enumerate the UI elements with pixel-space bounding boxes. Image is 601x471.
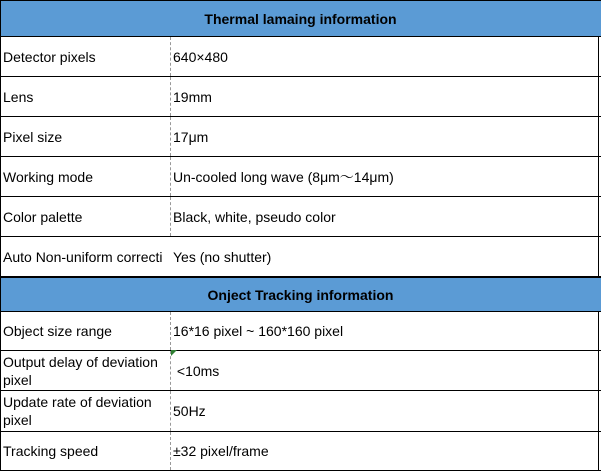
row-value: Yes (no shutter) xyxy=(173,248,272,265)
row-label: Object size range xyxy=(0,312,171,350)
row-value: 50Hz xyxy=(173,403,206,419)
row-value: ±32 pixel/frame xyxy=(173,443,269,459)
table-row xyxy=(0,157,601,197)
table-row xyxy=(0,37,601,77)
table-row xyxy=(0,117,601,157)
row-label: Update rate of deviation pixel xyxy=(0,391,171,431)
table-row xyxy=(0,351,601,391)
comment-marker-icon xyxy=(171,350,177,356)
section-title-tracking: Onject Tracking information xyxy=(207,286,394,303)
table-row xyxy=(0,312,601,351)
table-left-border xyxy=(0,0,1,471)
row-value: 640×480 xyxy=(173,48,228,65)
table-row xyxy=(0,432,601,471)
section-header-tracking xyxy=(0,277,601,312)
row-label: Auto Non-uniform correcti xyxy=(3,248,163,265)
row-label: Working mode xyxy=(0,157,171,196)
row-value: Black, white, pseudo color xyxy=(173,208,336,225)
section-title-thermal: Thermal lamaing information xyxy=(204,10,397,27)
table-row xyxy=(0,197,601,237)
table-row xyxy=(0,391,601,432)
row-label: Tracking speed xyxy=(0,432,171,470)
table-right-border xyxy=(598,311,599,471)
table-right-border xyxy=(598,36,599,277)
row-label: Lens xyxy=(0,77,171,116)
table-row xyxy=(0,77,601,117)
row-value: 16*16 pixel ~ 160*160 pixel xyxy=(173,323,344,339)
row-label: Color palette xyxy=(0,197,171,236)
section-header-thermal xyxy=(0,0,601,37)
row-value: Un-cooled long wave (8μm～14μm) xyxy=(173,168,394,185)
row-label: Output delay of deviation pixel xyxy=(0,351,171,390)
row-value: 19mm xyxy=(173,88,212,105)
row-value: 17μm xyxy=(173,128,209,145)
table-row xyxy=(0,237,601,277)
row-value: <10ms xyxy=(173,362,220,379)
row-label: Detector pixels xyxy=(0,37,171,76)
row-label: Pixel size xyxy=(0,117,171,156)
